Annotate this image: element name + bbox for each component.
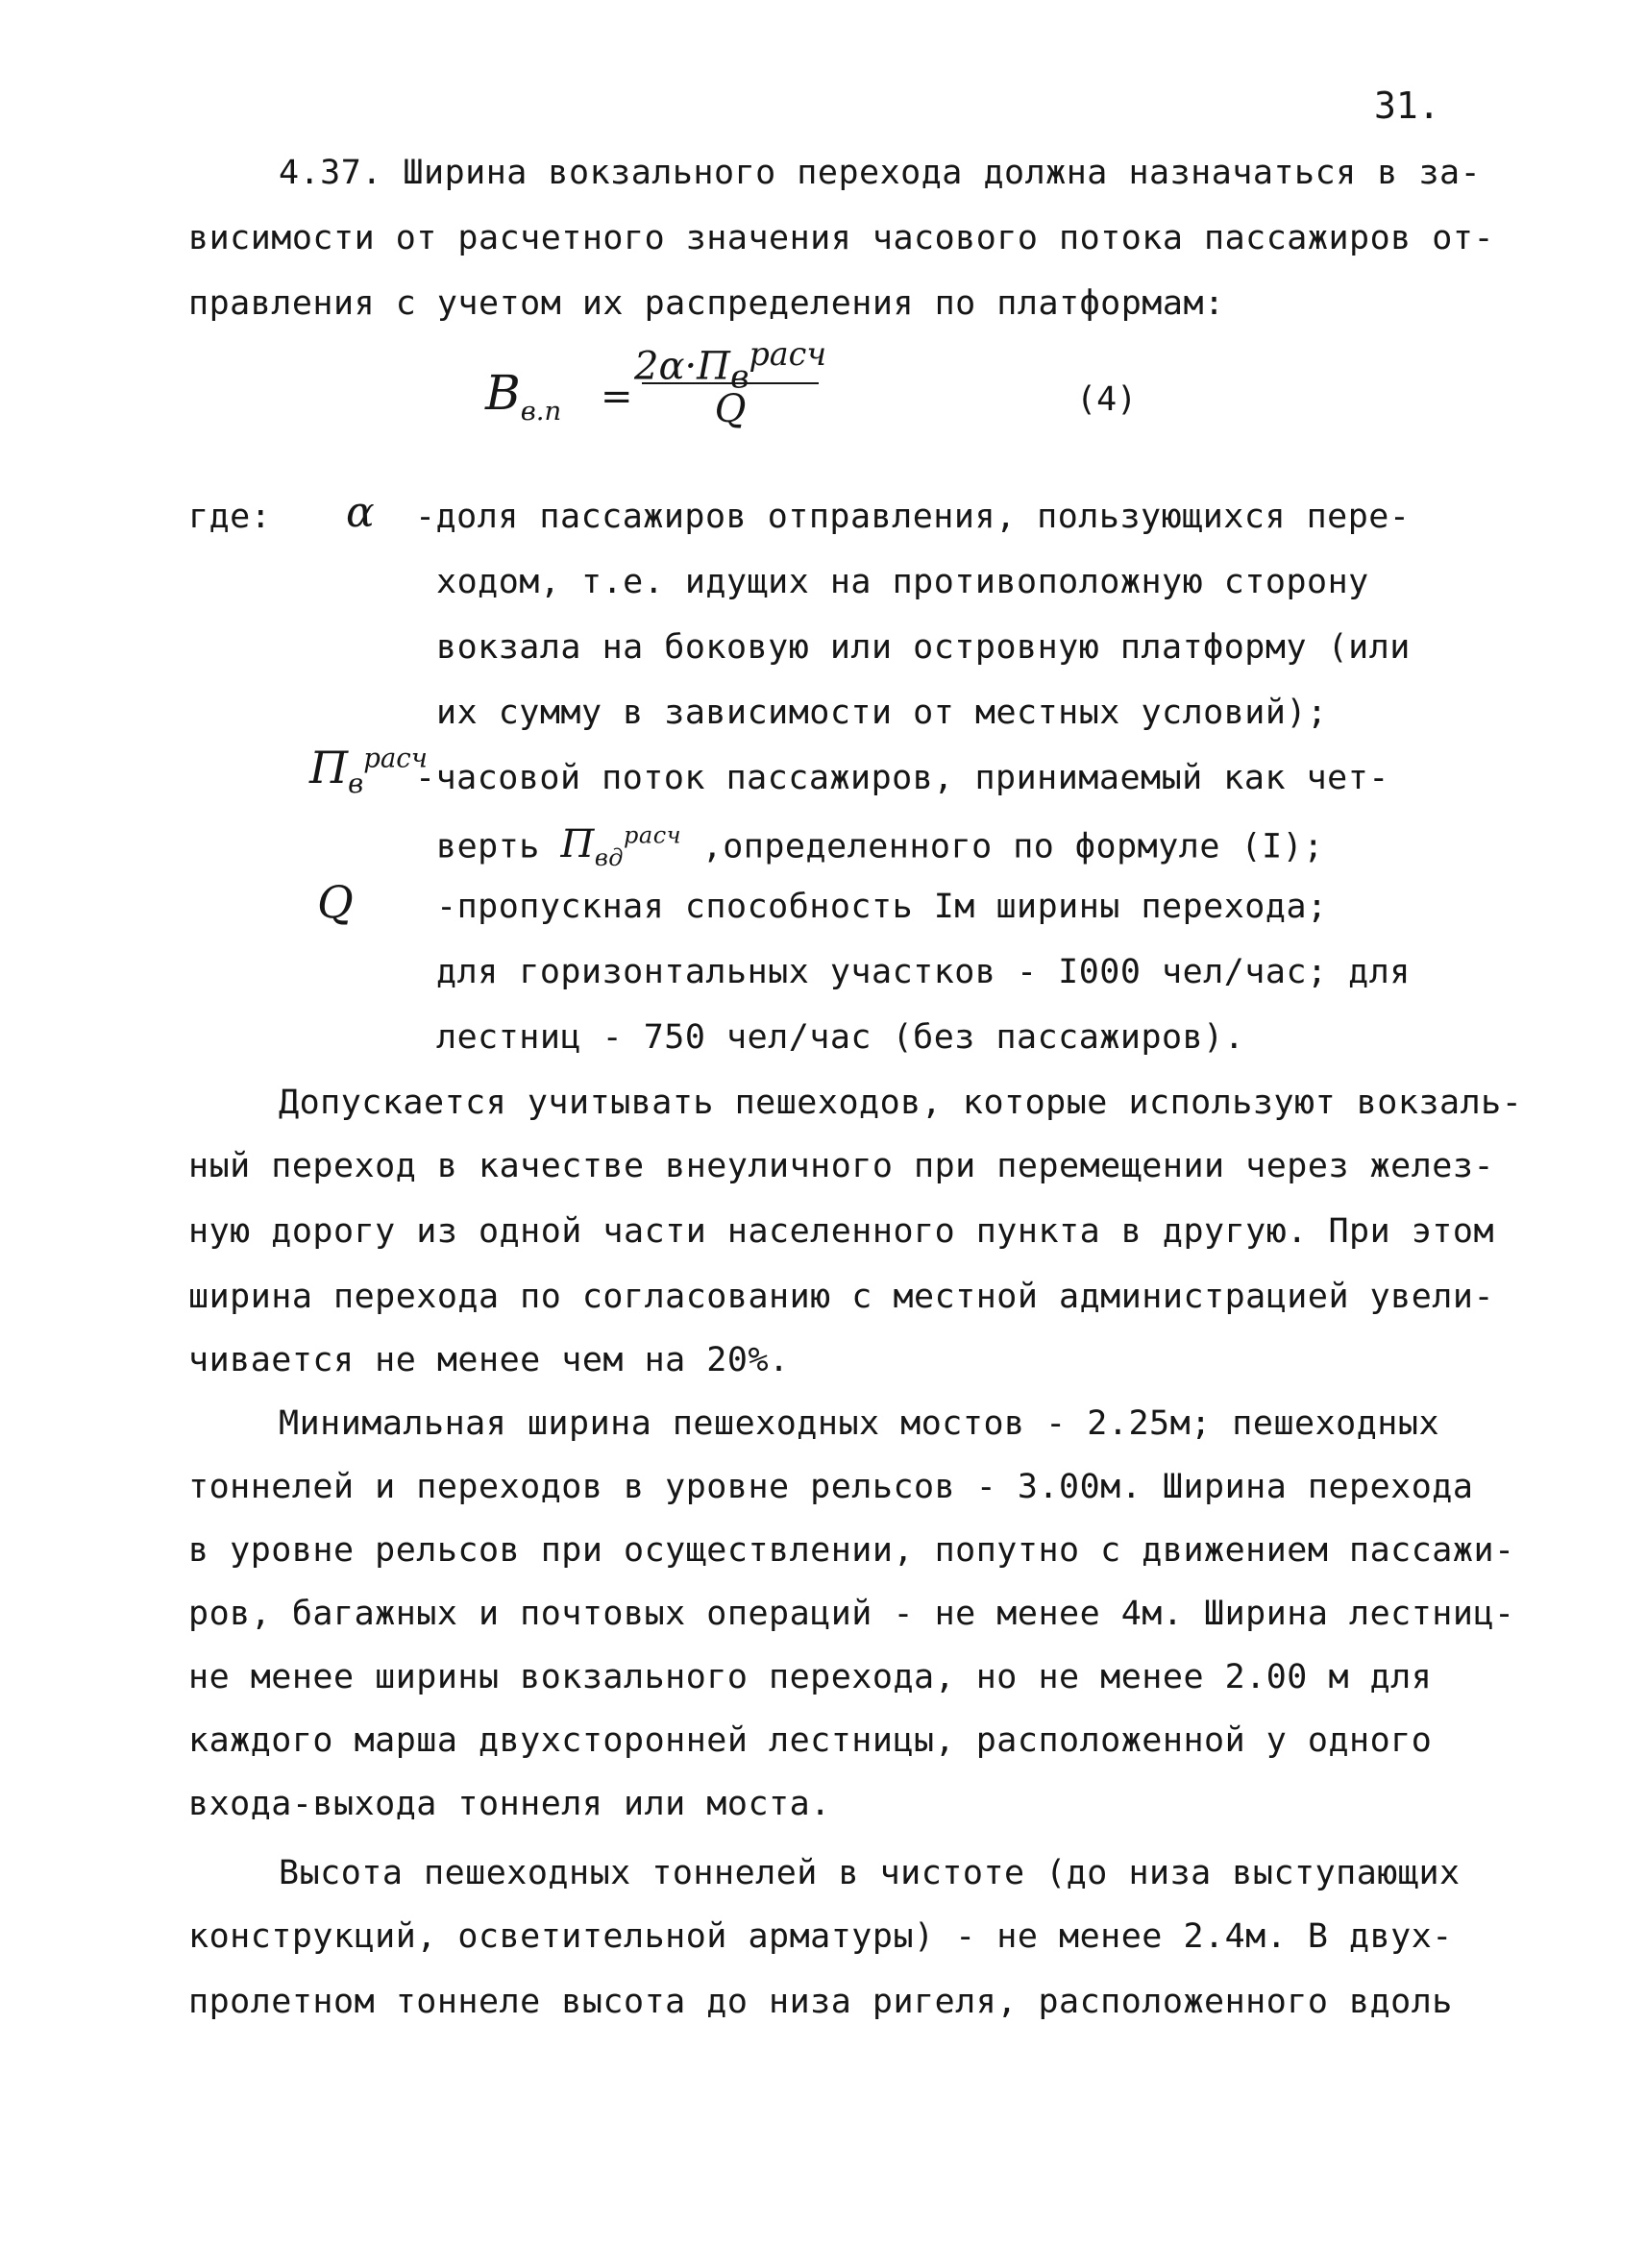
para3-line-1: Высота пешеходных тоннелей в чистоте (до низа выступающих: [279, 1854, 1461, 1892]
where-label: где:: [188, 498, 272, 536]
para2-line-4: ров, багажных и почтовых операций - не менее 4м. Ширина лестниц-: [188, 1595, 1515, 1633]
para1-line-2: ный переход в качестве внеуличного при перемещении через желез-: [188, 1147, 1495, 1185]
pvd-symbol-sub: вд: [594, 844, 625, 872]
alpha-line-4: их сумму в зависимости от местных условий);: [436, 694, 1328, 732]
pv-symbol-sub: в: [348, 768, 364, 800]
formula-lhs: [485, 365, 561, 427]
pv-line-2-prefix: верть: [436, 827, 561, 866]
pv-symbol-main: П: [309, 742, 349, 793]
formula-denominator: Q: [714, 387, 747, 431]
q-line-3: лестниц - 750 чел/час (без пассажиров).: [436, 1018, 1245, 1057]
formula-lhs-sub: в.п: [520, 396, 562, 427]
formula-numerator-sup: расч: [749, 335, 827, 373]
pv-symbol: [309, 742, 428, 799]
para2-line-3: в уровне рельсов при осуществлении, попутно с движением пассажи-: [188, 1531, 1515, 1570]
section-line-3: правления с учетом их распределения по платформам:: [188, 284, 1225, 323]
para2-line-7: входа-выхода тоннеля или моста.: [188, 1785, 831, 1823]
section-line-2: висимости от расчетного значения часового потока пассажиров от-: [188, 219, 1495, 257]
pvd-symbol-main: П: [560, 822, 595, 867]
para2-line-5: не менее ширины вокзального перехода, но не менее 2.00 м для: [188, 1658, 1433, 1696]
para2-line-1: Минимальная ширина пешеходных мостов - 2.25м; пешеходных: [279, 1404, 1440, 1443]
formula-lhs-main: B: [485, 365, 521, 421]
para2-line-6: каждого марша двухсторонней лестницы, расположенной у одного: [188, 1721, 1433, 1760]
alpha-symbol: α: [346, 488, 375, 537]
formula-numerator-sub: в: [730, 357, 749, 396]
para3-line-3: пролетном тоннеле высота до низа ригеля, расположенного вдоль: [188, 1983, 1453, 2021]
q-line-2: для горизонтальных участков - I000 чел/час; для: [436, 953, 1411, 991]
para1-line-4: ширина перехода по согласованию с местной администрацией увели-: [188, 1278, 1495, 1316]
formula-numerator: [634, 327, 827, 396]
q-symbol: Q: [317, 876, 354, 928]
para1-line-5: чивается не менее чем на 20%.: [188, 1341, 790, 1379]
pv-line-2: [436, 822, 1324, 871]
alpha-line-3: вокзала на боковую или островную платформу (или: [436, 628, 1411, 667]
alpha-line-1: -доля пассажиров отправления, пользующихся пере-: [415, 498, 1411, 536]
pv-line-2-suffix: ,определенного по формуле (I);: [681, 827, 1324, 866]
para1-line-3: ную дорогу из одной части населенного пункта в другую. При этом: [188, 1212, 1495, 1251]
q-line-1: -пропускная способность Iм ширины перехода;: [436, 888, 1328, 926]
pvd-symbol: [560, 822, 682, 872]
alpha-line-2: ходом, т.е. идущих на противоположную сторону: [436, 563, 1369, 601]
pv-symbol-sup: расч: [363, 742, 428, 774]
page-number: 31.: [1374, 85, 1440, 127]
formula-fraction: [634, 327, 826, 434]
para1-line-1: Допускается учитывать пешеходов, которые используют вокзаль-: [279, 1084, 1523, 1122]
section-line-1: 4.37. Ширина вокзального перехода должна назначаться в за-: [279, 154, 1482, 192]
para3-line-2: конструкций, осветительной арматуры) - не менее 2.4м. В двух-: [188, 1917, 1453, 1956]
formula-numerator-main: 2α·П: [634, 344, 731, 389]
para2-line-2: тоннелей и переходов в уровне рельсов - 3.00м. Ширина перехода: [188, 1468, 1474, 1506]
formula-sign: =: [601, 375, 633, 419]
pv-line-1: -часовой поток пассажиров, принимаемый как чет-: [415, 759, 1389, 797]
pvd-symbol-sup: расч: [624, 822, 682, 849]
formula-number: (4): [1076, 380, 1138, 419]
